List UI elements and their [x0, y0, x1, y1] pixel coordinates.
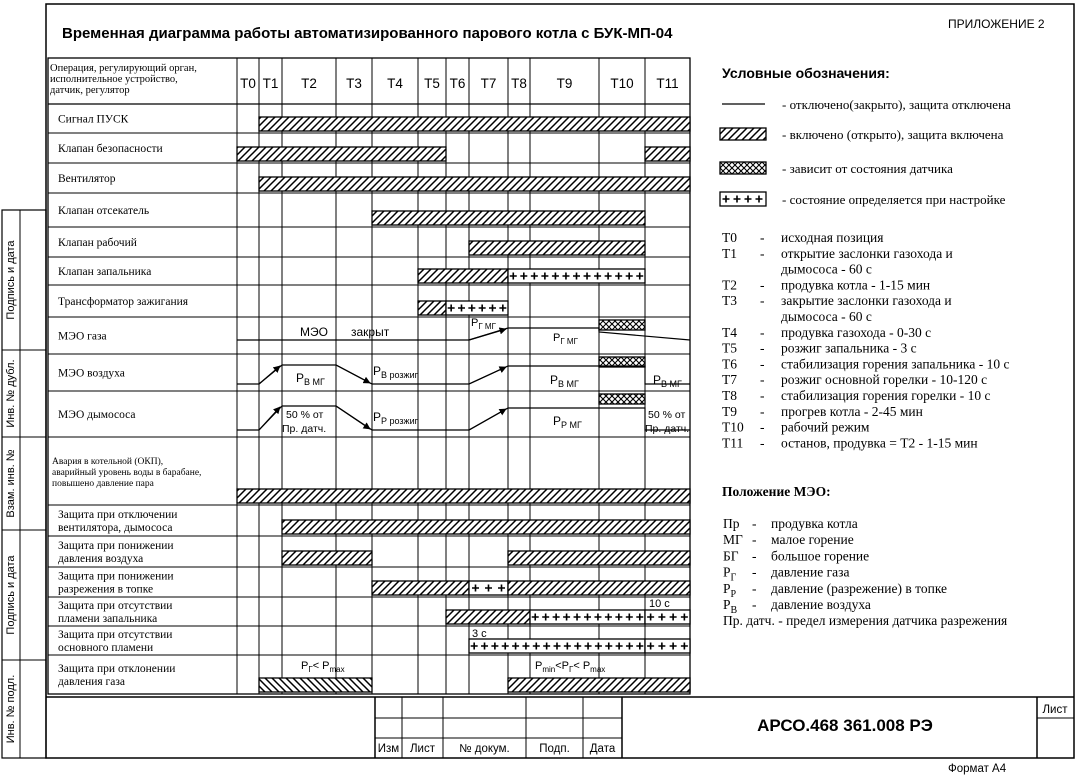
phase-code: T2: [722, 277, 737, 293]
phase-dash: -: [760, 419, 765, 435]
title-block-col-1: Лист: [410, 743, 435, 755]
table-row: [58, 600, 690, 625]
legend-swatch-cross: [720, 162, 766, 174]
state-bar-hatch: [418, 269, 508, 283]
state-bar-hatch: [259, 177, 690, 191]
row-label: аварийный уровень воды в барабане,: [52, 468, 202, 478]
phase-dash: -: [760, 403, 765, 419]
row-label: Клапан рабочий: [58, 237, 137, 249]
state-bar-cross: [599, 320, 645, 330]
meo-gas-closed-label: закрыт: [351, 325, 390, 339]
phase-code: T9: [722, 403, 737, 419]
phase-definition: [722, 277, 930, 292]
state-bar-hatch: [469, 241, 645, 255]
pmin-pmax-label: $P_{min}<P_Г< P_{max}$: [535, 660, 606, 674]
legend-text: - отключено(закрыто), защита отключена: [782, 97, 1011, 112]
phase-desc: открытие заслонки газохода и: [781, 245, 953, 261]
row-label: основного пламени: [58, 642, 154, 654]
pg-mg-label-2: $P_{Г МГ}$: [553, 332, 578, 346]
legend-item: [720, 161, 953, 176]
table-row: [58, 296, 508, 315]
phase-dash: -: [760, 245, 765, 261]
state-bar-plus: [446, 301, 508, 315]
header-operation-label: исполнительное устройство,: [50, 74, 178, 85]
row-label: Защита при отклонении: [58, 663, 176, 675]
state-bar-hatch: [645, 147, 690, 161]
phase-desc: розжиг основной горелки - 10-120 с: [781, 372, 988, 388]
meo-definition: [723, 613, 1007, 628]
row-label: Авария в котельной (ОКП),: [52, 457, 164, 467]
phase-desc: стабилизация горения горелки - 10 с: [781, 388, 991, 403]
phase-code: T6: [722, 356, 737, 372]
meo-code: Пр: [723, 516, 740, 531]
legend-item: [720, 127, 1004, 142]
meo-definition: [723, 548, 869, 563]
meo-dash: -: [752, 580, 757, 596]
meo-dash: -: [752, 548, 757, 564]
row-label: Трансформатор зажигания: [58, 296, 189, 308]
row-label: Защита при понижении: [58, 540, 174, 552]
title-block-col-2: № докум.: [459, 743, 510, 755]
phase-definition: [722, 230, 884, 245]
meo-desc: малое горение: [771, 532, 854, 548]
phase-desc: дымососа - 60 с: [781, 261, 872, 277]
phase-dash: -: [760, 277, 765, 293]
meo-definition: [723, 516, 858, 531]
legend-swatch-hatch: [720, 128, 766, 140]
phase-desc: прогрев котла - 2-45 мин: [781, 403, 923, 419]
legend-item: [720, 192, 1006, 207]
phase-dash: -: [760, 293, 765, 309]
phase-desc: продувка газохода - 0-30 с: [781, 324, 932, 340]
phase-desc: дымососа - 60 с: [781, 309, 872, 324]
state-bar-hatch: [508, 678, 690, 692]
phase-definition: [722, 420, 870, 435]
sheet-label: Лист: [1042, 704, 1068, 716]
phase-dash: -: [760, 230, 765, 245]
table-row: [58, 509, 690, 534]
row-label: давления газа: [58, 676, 126, 688]
phase-definition: [722, 325, 931, 340]
phase-header-t10: T10: [610, 76, 634, 91]
phase-code: T3: [722, 293, 737, 309]
legend-title: Условные обозначения:: [722, 65, 890, 81]
phase-header-t0: T0: [240, 76, 256, 91]
meo-legend-title: Положение МЭО:: [722, 484, 831, 499]
row-label: Защита при отсутствии: [58, 629, 173, 641]
meo-code: Пр. датч. - предел измерения датчика разрежения: [723, 613, 1008, 629]
meo-desc: большое горение: [771, 548, 870, 564]
state-bar-hatch: [446, 610, 530, 624]
phase-definition: [722, 372, 987, 387]
phase-code: T10: [722, 419, 744, 435]
title-block-col-0: Изм: [377, 743, 400, 755]
meo-code: $P_В$: [723, 597, 738, 616]
phase-code: T7: [722, 372, 737, 388]
appendix-label: ПРИЛОЖЕНИЕ 2: [948, 17, 1045, 31]
state-bar-hatch: [237, 147, 446, 161]
table-row: [58, 237, 645, 255]
phase-dash: -: [760, 372, 765, 388]
phase-header-t4: T4: [387, 76, 403, 91]
pr-rozzh-label: $P_{Р розжиг}$: [373, 410, 418, 426]
diagram-title: Временная диаграмма работы автоматизированного парового котла с БУК-МП-04: [62, 25, 673, 42]
phase-code: T5: [722, 340, 737, 356]
phase-header-t3: T3: [346, 76, 362, 91]
pv-mg-label: $P_{В МГ}$: [296, 371, 325, 387]
pr-mg-label: $P_{Р МГ}$: [553, 414, 582, 430]
row-label: МЭО воздуха: [58, 367, 125, 380]
delay-10s: 10 с: [649, 598, 670, 610]
meo-dash: -: [752, 564, 757, 580]
phase-definition: [722, 356, 1009, 371]
phase-header-t1: T1: [262, 76, 279, 91]
legend: [720, 65, 1011, 628]
state-bar-hatch: [508, 581, 690, 595]
legend-text: - состояние определяется при настройке: [782, 192, 1006, 207]
phase-code: T4: [722, 324, 737, 340]
phase-code: T8: [722, 388, 737, 403]
phase-desc: стабилизация горения запальника - 10 с: [781, 356, 1010, 372]
meo-desc: давление газа: [771, 564, 850, 580]
phase-definition: [722, 404, 923, 419]
table-row: [58, 629, 690, 654]
state-bar-hatch: [259, 117, 690, 131]
state-bar-cross: [599, 394, 645, 404]
state-bar-hatch: [282, 520, 690, 534]
phase-definition: [781, 262, 872, 277]
pg-max-label: $P_Г< P_{max}$: [301, 660, 345, 674]
title-block-col-3: Подп.: [539, 743, 570, 755]
row-label: вентилятора, дымососа: [58, 522, 173, 534]
legend-item: [722, 97, 1011, 112]
meo-code: $P_Г$: [723, 564, 737, 584]
meo-definition: [723, 532, 854, 547]
pv-mg-label-2: $P_{В МГ}$: [550, 373, 579, 389]
phase-dash: -: [760, 356, 765, 372]
phase-header-t6: T6: [449, 76, 466, 91]
table-row: [58, 114, 690, 132]
side-stamp-label: Подпись и дата: [5, 555, 17, 635]
percent-label-2: 50 % от: [648, 409, 686, 421]
percent-label: 50 % от: [286, 409, 324, 421]
phase-header-t11: T11: [656, 76, 679, 91]
table-row: [58, 540, 690, 565]
meo-smoke-arrow-up: [259, 407, 280, 430]
row-label: Клапан безопасности: [58, 143, 163, 155]
timing-table: [48, 58, 690, 694]
row-label: МЭО газа: [58, 330, 107, 343]
phase-desc: останов, продувка = T2 - 1-15 мин: [781, 435, 978, 451]
meo-dash: -: [752, 597, 757, 612]
meo-dash: -: [752, 532, 757, 548]
document-number: АРСО.468 361.008 РЭ: [757, 716, 933, 735]
phase-desc: исходная позиция: [781, 230, 884, 245]
meo-code: БГ: [723, 548, 739, 564]
pv-mg-label-3: $P_{В МГ}$: [653, 373, 682, 389]
phase-header-t7: T7: [480, 76, 497, 91]
meo-smoke-arrow-up2: [469, 409, 506, 430]
side-stamp-label: Взам. инв. №: [5, 449, 17, 518]
phase-definition: [722, 246, 953, 261]
phase-dash: -: [760, 324, 765, 340]
row-label: Клапан запальника: [58, 266, 152, 278]
delay-3s: 3 с: [472, 628, 487, 640]
meo-air-arrow-up: [259, 366, 280, 384]
meo-dash: -: [752, 516, 757, 531]
row-label: пламени запальника: [58, 613, 158, 625]
row-label: повышено давление пара: [52, 479, 154, 489]
state-bar-backhatch: [259, 678, 372, 692]
phase-definition: [722, 435, 978, 450]
meo-desc: давление (разрежение) в топке: [771, 580, 948, 596]
meo-air-arrow-up2: [469, 367, 506, 384]
phase-code: T0: [722, 230, 737, 245]
pg-mg-label: $P_{Г МГ}$: [471, 317, 496, 331]
meo-desc: давление воздуха: [771, 597, 871, 612]
state-bar-hatch: [282, 551, 372, 565]
phase-dash: -: [760, 340, 765, 356]
legend-text: - включено (открыто), защита включена: [782, 127, 1004, 142]
phase-code: T1: [722, 245, 737, 261]
title-block-col-4: Дата: [589, 743, 616, 755]
phase-dash: -: [760, 435, 765, 451]
phase-dash: -: [760, 388, 765, 403]
phase-desc: продувка котла - 1-15 мин: [781, 277, 931, 293]
phase-header-t9: T9: [556, 76, 573, 91]
table-row: [58, 571, 690, 596]
header-operation-label: датчик, регулятор: [50, 85, 130, 96]
state-bar-hatch: [508, 551, 690, 565]
row-label: МЭО дымососа: [58, 409, 136, 421]
phase-code: T11: [722, 435, 744, 451]
phase-header-t2: T2: [301, 76, 317, 91]
phase-definition: [781, 309, 872, 324]
phase-definition: [722, 388, 991, 403]
table-row: [58, 143, 690, 161]
row-label: Клапан отсекатель: [58, 205, 150, 217]
legend-text: - зависит от состояния датчика: [782, 161, 953, 176]
phase-header-t5: T5: [424, 76, 440, 91]
pr-datch-label: Пр. датч.: [282, 423, 327, 435]
row-label: давления воздуха: [58, 553, 144, 565]
row-label: Защита при отсутствии: [58, 600, 173, 612]
row-label: Сигнал ПУСК: [58, 113, 129, 126]
phase-desc: розжиг запальника - 3 с: [781, 340, 917, 356]
header-operation-label: Операция, регулирующий орган,: [50, 63, 197, 74]
meo-desc: продувка котла: [771, 516, 858, 531]
table-row: [58, 173, 690, 191]
title-block: [46, 697, 1074, 775]
pv-rozzh-label: $P_{В розжиг}$: [373, 364, 418, 380]
meo-air-arrow-down: [336, 365, 370, 383]
meo-gas-label: МЭО: [300, 325, 328, 339]
row-label: Защита при отключении: [58, 509, 178, 521]
row-label: Вентилятор: [58, 173, 116, 185]
state-bar-hatch: [237, 489, 690, 503]
meo-code: МГ: [723, 532, 743, 548]
table-row: [52, 456, 690, 503]
format-label: Формат А4: [948, 763, 1007, 775]
pr-datch-label-2: Пр. датч.: [645, 423, 690, 435]
state-bar-hatch: [418, 301, 446, 315]
meo-smoke-arrow-down: [336, 406, 370, 429]
side-stamp-label: Инв. № подл.: [5, 674, 17, 744]
side-stamp-label: Подпись и дата: [5, 240, 17, 320]
phase-desc: рабочий режим: [781, 419, 870, 435]
table-row: [58, 205, 645, 225]
phase-desc: закрытие заслонки газохода и: [781, 293, 952, 309]
phase-header-t8: T8: [511, 76, 527, 91]
side-stamp-label: Инв. № дубл.: [5, 359, 17, 428]
state-bar-hatch: [372, 211, 645, 225]
meo-code: $P_Р$: [723, 580, 737, 600]
state-bar-hatch: [372, 581, 469, 595]
phase-definition: [722, 341, 917, 356]
row-label: разрежения в топке: [58, 583, 154, 596]
row-label: Защита при понижении: [58, 570, 174, 583]
phase-definition: [722, 293, 952, 308]
table-row: [58, 266, 645, 283]
